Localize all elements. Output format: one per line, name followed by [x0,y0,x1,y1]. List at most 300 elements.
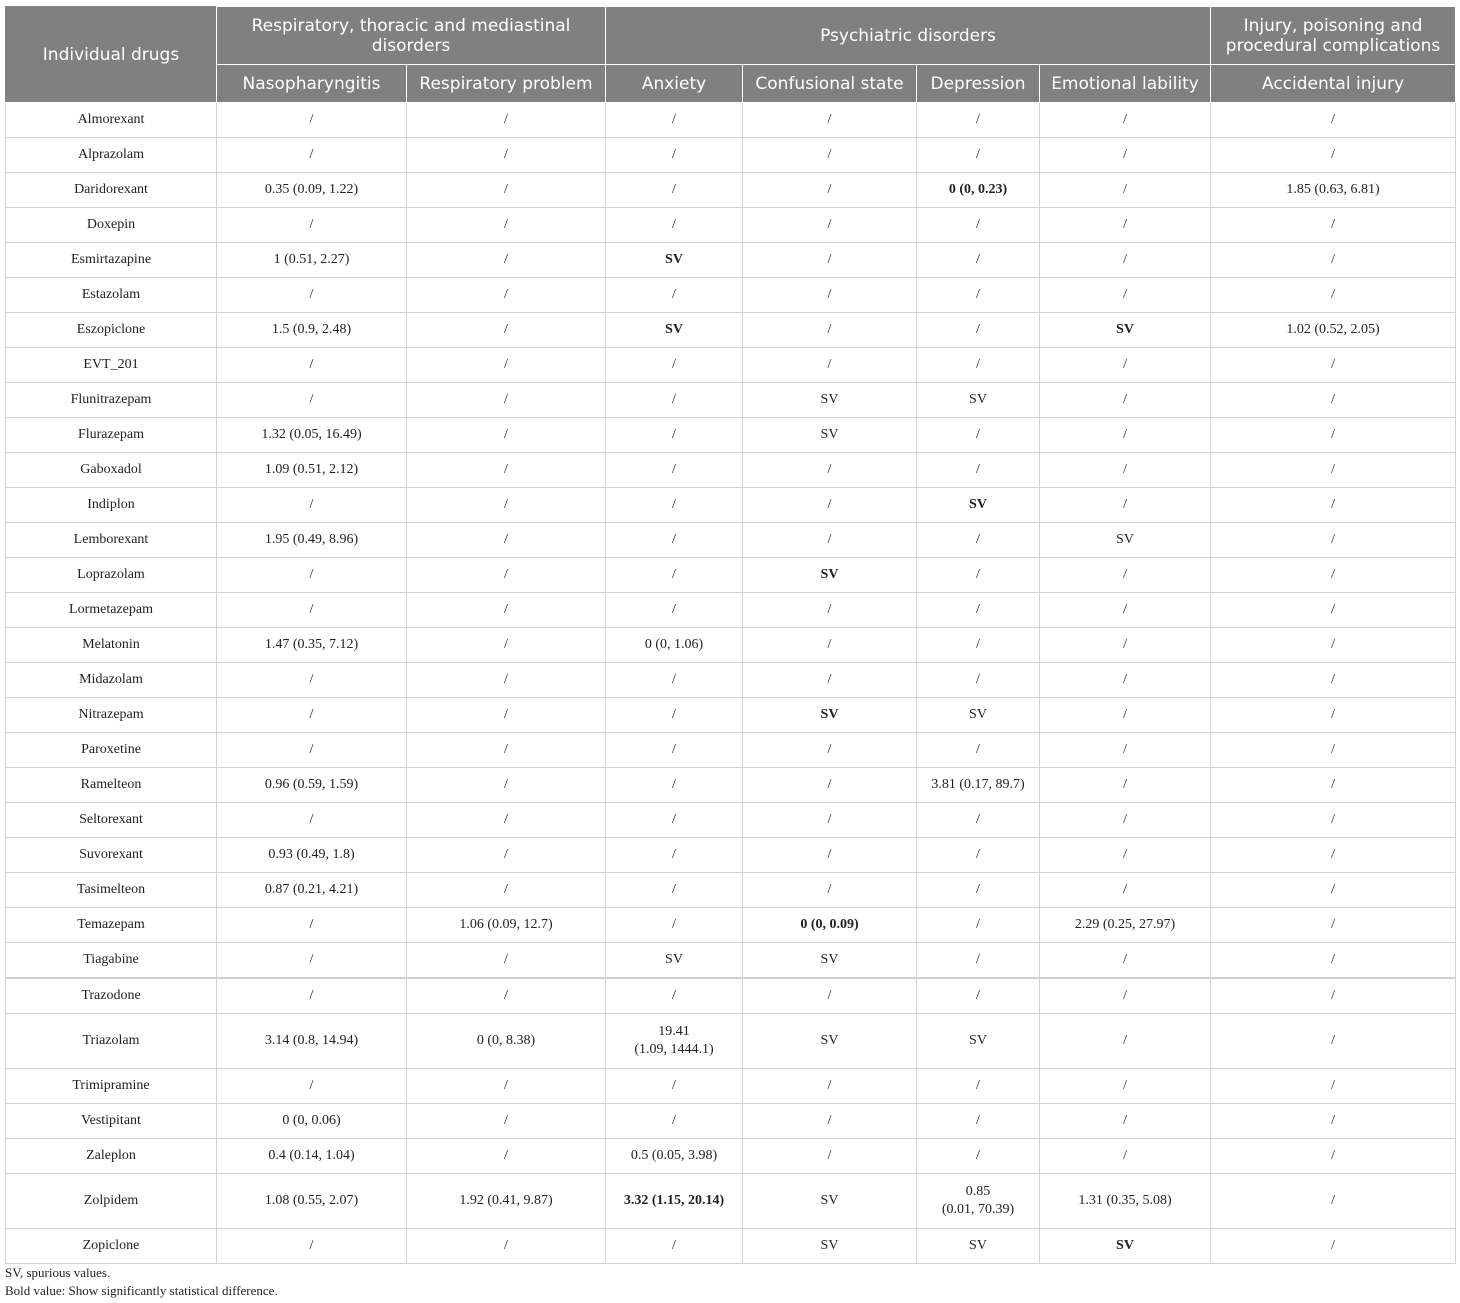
value-cell: / [1211,103,1456,138]
value-cell: / [606,593,743,628]
drug-name-cell: Estazolam [6,278,217,313]
value-cell: / [917,348,1040,383]
value-cell: / [606,698,743,733]
value-cell: / [743,978,917,1014]
value-cell: / [1211,453,1456,488]
value-cell: / [1211,873,1456,908]
value-cell: 0 (0, 0.06) [217,1104,407,1139]
value-cell: / [407,348,606,383]
value-cell: 0 (0, 0.09) [743,908,917,943]
value-cell: / [1211,558,1456,593]
value-cell: / [917,103,1040,138]
value-cell: SV [606,243,743,278]
table-row [6,593,1456,628]
value-cell: / [407,313,606,348]
drug-name-cell: Esmirtazapine [6,243,217,278]
drug-name-cell: EVT_201 [6,348,217,383]
table-row [6,1069,1456,1104]
value-cell: SV [606,943,743,979]
value-cell: / [1040,698,1211,733]
value-cell: / [1040,103,1211,138]
value-cell: / [1211,138,1456,173]
value-cell: / [1040,1139,1211,1174]
value-cell: / [606,663,743,698]
value-cell: SV [917,1229,1040,1264]
value-cell: / [217,348,407,383]
value-cell: 19.41 (1.09, 1444.1) [606,1014,743,1069]
table-row [6,453,1456,488]
value-cell: 1.09 (0.51, 2.12) [217,453,407,488]
drug-name-cell: Ramelteon [6,768,217,803]
value-cell: / [407,208,606,243]
value-cell: / [606,103,743,138]
value-cell: / [1211,523,1456,558]
value-cell: 0 (0, 1.06) [606,628,743,663]
value-cell: / [606,138,743,173]
value-cell: / [606,838,743,873]
value-cell: / [606,733,743,768]
value-cell: / [606,453,743,488]
value-cell: / [1211,1104,1456,1139]
value-cell: / [743,838,917,873]
value-cell: / [743,138,917,173]
header-group-psychiatric: Psychiatric disorders [606,7,1211,65]
value-cell: / [407,838,606,873]
value-cell: / [743,488,917,523]
value-cell: / [407,733,606,768]
drug-name-cell: Gaboxadol [6,453,217,488]
value-cell: / [407,628,606,663]
header-accidental-injury: Accidental injury [1211,65,1456,103]
table-row [6,873,1456,908]
value-cell: SV [917,383,1040,418]
value-cell: / [1211,1174,1456,1229]
value-cell: / [1040,138,1211,173]
value-cell: / [217,1229,407,1264]
value-cell: / [217,908,407,943]
drug-name-cell: Flunitrazepam [6,383,217,418]
adverse-event-table-container [5,6,1455,1264]
value-cell: / [1211,593,1456,628]
value-cell: / [1040,733,1211,768]
value-cell: / [743,1069,917,1104]
table-row [6,908,1456,943]
value-cell: 3.14 (0.8, 14.94) [217,1014,407,1069]
value-cell: / [217,488,407,523]
value-cell: / [407,523,606,558]
value-cell: / [1040,978,1211,1014]
value-cell: / [606,873,743,908]
value-cell: / [407,663,606,698]
value-cell: / [743,278,917,313]
value-cell: 0.5 (0.05, 3.98) [606,1139,743,1174]
value-cell: / [1040,1104,1211,1139]
value-cell: SV [917,1014,1040,1069]
table-row [6,243,1456,278]
value-cell: / [407,943,606,979]
value-cell: / [743,873,917,908]
value-cell: / [743,348,917,383]
value-cell: / [743,1104,917,1139]
value-cell: / [606,488,743,523]
value-cell: / [407,873,606,908]
value-cell: / [407,803,606,838]
value-cell: / [917,138,1040,173]
value-cell: / [1040,873,1211,908]
value-cell: / [606,208,743,243]
table-row [6,348,1456,383]
value-cell: / [1040,243,1211,278]
value-cell: / [407,418,606,453]
value-cell: SV [743,418,917,453]
value-cell: / [217,558,407,593]
value-cell: / [743,103,917,138]
value-cell: / [1211,278,1456,313]
value-cell: 1.06 (0.09, 12.7) [407,908,606,943]
header-confusional-state: Confusional state [743,65,917,103]
value-cell: SV [606,313,743,348]
table-row [6,663,1456,698]
table-row [6,1104,1456,1139]
value-cell: / [917,453,1040,488]
value-cell: / [1040,803,1211,838]
value-cell: / [1211,663,1456,698]
header-nasopharyngitis: Nasopharyngitis [217,65,407,103]
table-row [6,768,1456,803]
value-cell: / [1040,453,1211,488]
value-cell: / [917,418,1040,453]
value-cell: / [917,1069,1040,1104]
value-cell: / [606,418,743,453]
value-cell: / [1040,768,1211,803]
value-cell: SV [743,698,917,733]
value-cell: / [407,383,606,418]
table-row [6,418,1456,453]
value-cell: / [1211,383,1456,418]
value-cell: / [217,943,407,979]
value-cell: / [743,313,917,348]
value-cell: 3.81 (0.17, 89.7) [917,768,1040,803]
value-cell: / [217,663,407,698]
value-cell: / [743,768,917,803]
value-cell: 1.02 (0.52, 2.05) [1211,313,1456,348]
value-cell: / [1040,593,1211,628]
value-cell: / [1211,768,1456,803]
value-cell: SV [917,698,1040,733]
table-row [6,523,1456,558]
drug-name-cell: Daridorexant [6,173,217,208]
value-cell: / [217,278,407,313]
value-cell: / [1211,698,1456,733]
value-cell: 0 (0, 0.23) [917,173,1040,208]
value-cell: / [606,908,743,943]
drug-name-cell: Nitrazepam [6,698,217,733]
value-cell: / [217,103,407,138]
value-cell: 1 (0.51, 2.27) [217,243,407,278]
value-cell: / [917,733,1040,768]
drug-name-cell: Paroxetine [6,733,217,768]
value-cell: / [606,348,743,383]
value-cell: / [1211,488,1456,523]
value-cell: SV [743,1014,917,1069]
value-cell: SV [743,383,917,418]
value-cell: / [1211,348,1456,383]
table-row [6,103,1456,138]
table-row [6,733,1456,768]
value-cell: 0.85 (0.01, 70.39) [917,1174,1040,1229]
value-cell: 3.32 (1.15, 20.14) [606,1174,743,1229]
value-cell: / [917,208,1040,243]
drug-name-cell: Lemborexant [6,523,217,558]
drug-name-cell: Tiagabine [6,943,217,979]
value-cell: / [407,1139,606,1174]
drug-name-cell: Midazolam [6,663,217,698]
value-cell: / [407,103,606,138]
header-group-injury: Injury, poisoning and procedural complications [1211,7,1456,65]
value-cell: / [1211,733,1456,768]
value-cell: SV [743,1229,917,1264]
table-header [6,7,1456,103]
table-row [6,1014,1456,1069]
drug-name-cell: Loprazolam [6,558,217,593]
value-cell: 1.32 (0.05, 16.49) [217,418,407,453]
table-row [6,313,1456,348]
value-cell: / [606,803,743,838]
value-cell: / [1211,1229,1456,1264]
value-cell: / [407,1104,606,1139]
footnote-sv: SV, spurious values. [5,1265,111,1280]
value-cell: / [407,173,606,208]
value-cell: / [407,593,606,628]
value-cell: / [917,558,1040,593]
value-cell: / [217,978,407,1014]
value-cell: / [743,628,917,663]
header-individual-drugs: Individual drugs [6,7,217,103]
table-footnotes [5,1264,278,1300]
value-cell: / [1040,173,1211,208]
value-cell: / [1211,208,1456,243]
value-cell: / [1040,838,1211,873]
value-cell: / [1040,383,1211,418]
header-anxiety: Anxiety [606,65,743,103]
table-row [6,698,1456,733]
drug-name-cell: Lormetazepam [6,593,217,628]
value-cell: / [1040,488,1211,523]
value-cell: 1.08 (0.55, 2.07) [217,1174,407,1229]
value-cell: / [1211,838,1456,873]
value-cell: / [1211,943,1456,979]
value-cell: / [606,978,743,1014]
value-cell: / [407,453,606,488]
value-cell: / [1211,628,1456,663]
table-row [6,138,1456,173]
table-row [6,1139,1456,1174]
value-cell: / [407,768,606,803]
value-cell: SV [743,943,917,979]
adverse-event-table [5,6,1456,1264]
table-row [6,1174,1456,1229]
value-cell: SV [1040,523,1211,558]
value-cell: / [917,628,1040,663]
value-cell: / [407,978,606,1014]
table-row [6,383,1456,418]
value-cell: / [917,1104,1040,1139]
drug-name-cell: Melatonin [6,628,217,663]
value-cell: SV [743,558,917,593]
drug-name-cell: Triazolam [6,1014,217,1069]
value-cell: / [407,138,606,173]
drug-name-cell: Seltorexant [6,803,217,838]
value-cell: / [1040,663,1211,698]
value-cell: SV [1040,1229,1211,1264]
value-cell: / [917,313,1040,348]
value-cell: 0.35 (0.09, 1.22) [217,173,407,208]
value-cell: / [217,803,407,838]
value-cell: / [743,208,917,243]
value-cell: / [407,558,606,593]
drug-name-cell: Zolpidem [6,1174,217,1229]
value-cell: / [743,803,917,838]
header-group-respiratory: Respiratory, thoracic and mediastinal disorders [217,7,606,65]
value-cell: / [606,1229,743,1264]
header-emotional-lability: Emotional lability [1040,65,1211,103]
table-row [6,838,1456,873]
value-cell: / [1040,943,1211,979]
value-cell: / [407,698,606,733]
drug-name-cell: Suvorexant [6,838,217,873]
value-cell: / [743,733,917,768]
value-cell: / [1040,278,1211,313]
value-cell: / [407,243,606,278]
value-cell: / [217,208,407,243]
value-cell: 1.5 (0.9, 2.48) [217,313,407,348]
value-cell: / [1040,348,1211,383]
drug-name-cell: Alprazolam [6,138,217,173]
value-cell: / [917,978,1040,1014]
table-row [6,173,1456,208]
footnote-bold: Bold value: Show significantly statistical difference. [5,1283,278,1298]
drug-name-cell: Trazodone [6,978,217,1014]
value-cell: / [1211,1014,1456,1069]
value-cell: / [1040,208,1211,243]
value-cell: 1.95 (0.49, 8.96) [217,523,407,558]
drug-name-cell: Flurazepam [6,418,217,453]
table-row [6,1229,1456,1264]
drug-name-cell: Temazepam [6,908,217,943]
value-cell: 2.29 (0.25, 27.97) [1040,908,1211,943]
value-cell: / [407,1229,606,1264]
value-cell: / [606,278,743,313]
value-cell: / [743,243,917,278]
value-cell: / [917,803,1040,838]
value-cell: / [917,278,1040,313]
value-cell: 0.93 (0.49, 1.8) [217,838,407,873]
drug-name-cell: Zopiclone [6,1229,217,1264]
table-row [6,278,1456,313]
value-cell: / [743,663,917,698]
table-row [6,943,1456,979]
value-cell: / [606,768,743,803]
value-cell: / [217,383,407,418]
value-cell: / [1040,628,1211,663]
value-cell: 0.96 (0.59, 1.59) [217,768,407,803]
value-cell: / [743,1139,917,1174]
drug-name-cell: Almorexant [6,103,217,138]
table-body [6,103,1456,1264]
value-cell: 0.4 (0.14, 1.04) [217,1139,407,1174]
value-cell: 0.87 (0.21, 4.21) [217,873,407,908]
drug-name-cell: Zaleplon [6,1139,217,1174]
header-respiratory-problem: Respiratory problem [407,65,606,103]
drug-name-cell: Vestipitant [6,1104,217,1139]
value-cell: / [606,383,743,418]
value-cell: 1.31 (0.35, 5.08) [1040,1174,1211,1229]
value-cell: / [1211,418,1456,453]
value-cell: / [217,1069,407,1104]
value-cell: / [917,523,1040,558]
value-cell: / [1211,1069,1456,1104]
value-cell: / [743,523,917,558]
table-row [6,978,1456,1014]
value-cell: / [407,1069,606,1104]
value-cell: / [217,698,407,733]
value-cell: / [917,943,1040,979]
value-cell: / [1211,803,1456,838]
value-cell: / [1040,418,1211,453]
value-cell: / [217,138,407,173]
value-cell: / [917,663,1040,698]
value-cell: / [917,593,1040,628]
value-cell: 1.47 (0.35, 7.12) [217,628,407,663]
table-row [6,803,1456,838]
drug-name-cell: Doxepin [6,208,217,243]
table-row [6,558,1456,593]
value-cell: 1.85 (0.63, 6.81) [1211,173,1456,208]
value-cell: / [217,593,407,628]
value-cell: / [606,1104,743,1139]
drug-name-cell: Trimipramine [6,1069,217,1104]
table-row [6,488,1456,523]
value-cell: / [1211,908,1456,943]
value-cell: / [606,1069,743,1104]
value-cell: / [917,873,1040,908]
value-cell: / [606,558,743,593]
value-cell: / [1211,978,1456,1014]
header-depression: Depression [917,65,1040,103]
value-cell: / [917,243,1040,278]
value-cell: / [917,1139,1040,1174]
table-row [6,628,1456,663]
value-cell: 1.92 (0.41, 9.87) [407,1174,606,1229]
value-cell: / [1211,1139,1456,1174]
value-cell: SV [743,1174,917,1229]
value-cell: / [917,838,1040,873]
value-cell: / [1040,1069,1211,1104]
value-cell: / [606,523,743,558]
value-cell: SV [917,488,1040,523]
table-row [6,208,1456,243]
drug-name-cell: Tasimelteon [6,873,217,908]
value-cell: / [743,453,917,488]
value-cell: / [407,488,606,523]
value-cell: / [1040,1014,1211,1069]
value-cell: / [1040,558,1211,593]
value-cell: SV [1040,313,1211,348]
value-cell: / [917,908,1040,943]
value-cell: / [407,278,606,313]
value-cell: / [1211,243,1456,278]
value-cell: 0 (0, 8.38) [407,1014,606,1069]
